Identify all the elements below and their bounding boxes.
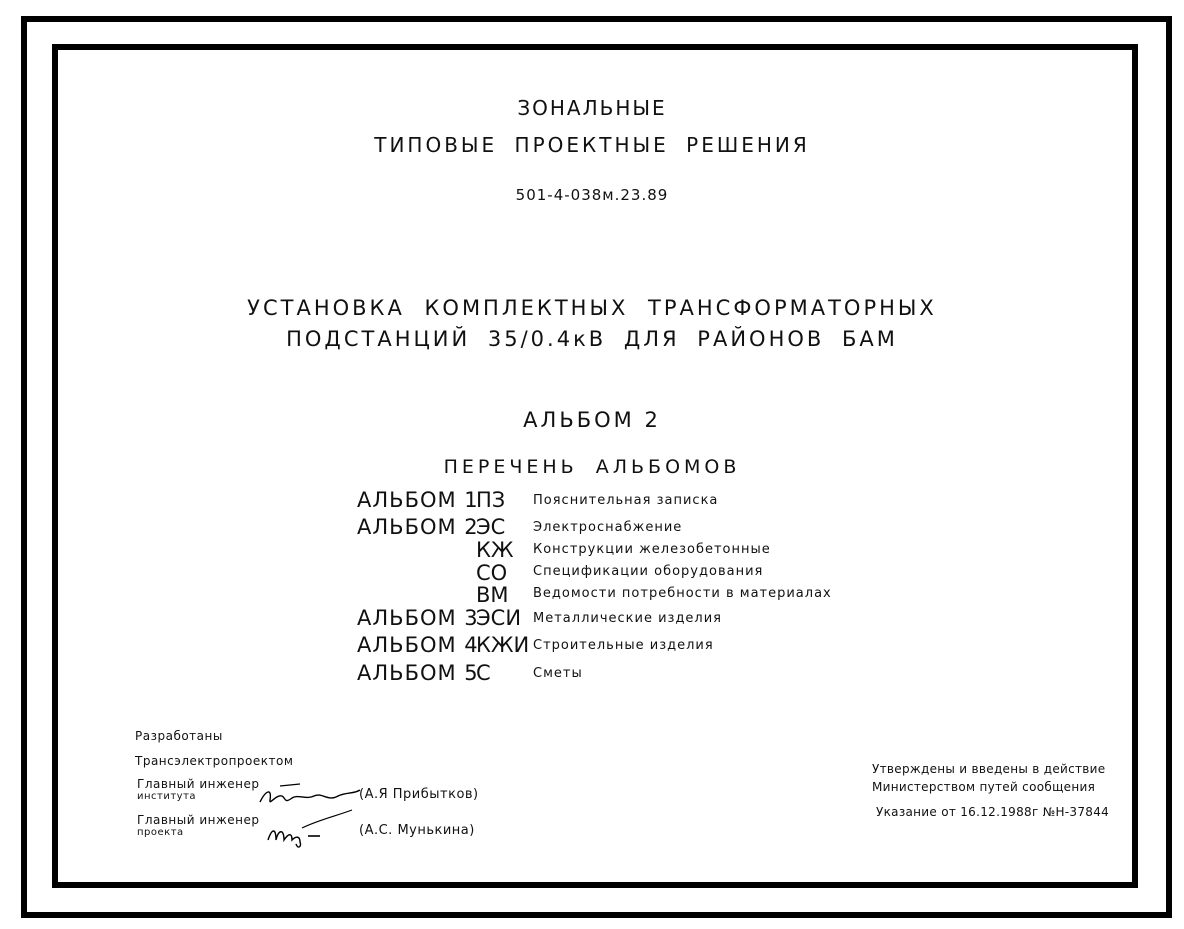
chief-engineer-project-label-1: Главный инженер [137, 813, 260, 827]
album-row-8-desc: Сметы [533, 666, 583, 681]
title-line-2: ПОДСТАНЦИЙ 35/0.4кВ ДЛЯ РАЙОНОВ БАМ [286, 327, 898, 351]
album-row-6-label: АЛЬБОМ 3 [357, 606, 479, 630]
album-row-8-code: С [476, 661, 491, 685]
album-row-5-code: ВМ [476, 583, 509, 607]
album-row-2-label: АЛЬБОМ 2 [357, 515, 479, 539]
album-row-6-desc: Металлические изделия [533, 611, 723, 626]
developer-organization: Трансэлектропроектом [135, 754, 294, 768]
album-row-3-desc: Конструкции железобетонные [533, 542, 771, 557]
album-row-2-desc: Электроснабжение [533, 520, 683, 535]
album-row-3-code: КЖ [476, 538, 514, 562]
album-row-4-desc: Спецификации оборудования [533, 564, 764, 579]
chief-engineer-project-label-2: проекта [137, 827, 184, 838]
typical-solutions-heading: ТИПОВЫЕ ПРОЕКТНЫЕ РЕШЕНИЯ [374, 133, 810, 157]
developed-label: Разработаны [135, 729, 223, 743]
album-row-6-code: ЭСИ [476, 606, 522, 630]
album-row-1-label: АЛЬБОМ 1 [357, 488, 479, 512]
album-row-5-desc: Ведомости потребности в материалах [533, 586, 832, 601]
album-row-7-code: КЖИ [476, 633, 530, 657]
approval-line-3: Указание от 16.12.1988г №Н-37844 [876, 805, 1110, 819]
album-list-title: ПЕРЕЧЕНЬ АЛЬБОМОВ [443, 456, 741, 478]
album-row-1-code: ПЗ [476, 488, 506, 512]
chief-engineer-institute-label-1: Главный инженер [137, 777, 260, 791]
zonal-heading: ЗОНАЛЬНЫЕ [517, 96, 667, 120]
approval-line-2: Министерством путей сообщения [872, 780, 1096, 794]
album-number: АЛЬБОМ 2 [523, 408, 661, 432]
chief-engineer-project-name: (А.С. Мунькина) [359, 823, 475, 838]
album-row-7-label: АЛЬБОМ 4 [357, 633, 479, 657]
album-row-8-label: АЛЬБОМ 5 [357, 661, 479, 685]
title-line-1: УСТАНОВКА КОМПЛЕКТНЫХ ТРАНСФОРМАТОРНЫХ [247, 296, 937, 320]
chief-engineer-institute-name: (А.Я Прибытков) [359, 787, 479, 802]
chief-engineer-institute-label-2: института [137, 791, 197, 802]
album-row-7-desc: Строительные изделия [533, 638, 714, 653]
approval-line-1: Утверждены и введены в действие [872, 762, 1106, 776]
album-row-1-desc: Пояснительная записка [533, 493, 719, 508]
album-row-2-code: ЭС [476, 515, 506, 539]
project-code: 501-4-038м.23.89 [515, 186, 669, 204]
signature-project-icon [262, 806, 362, 850]
album-row-4-code: СО [476, 561, 508, 585]
